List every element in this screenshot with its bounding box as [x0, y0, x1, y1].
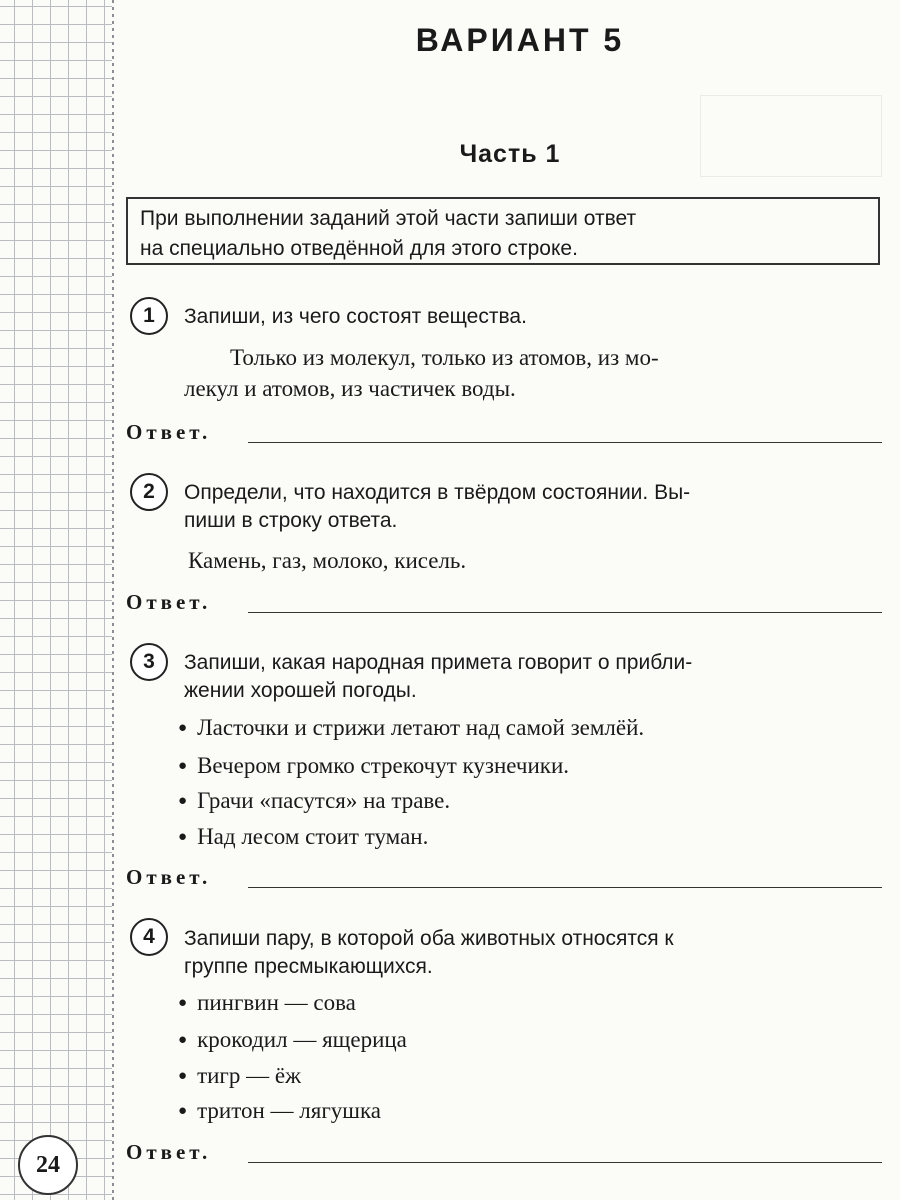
question-1-content-line-2: лекул и атомов, из частичек воды. — [184, 376, 516, 401]
page-number: 24 — [18, 1135, 78, 1195]
instruction-line-2: на специально отведённой для этого строке. — [140, 237, 578, 260]
question-3-option: ● Вечером громко стрекочут кузнечики. — [178, 753, 570, 778]
answer-field-4[interactable] — [248, 1162, 882, 1163]
question-number-3: 3 — [130, 643, 168, 681]
bullet-icon: ● — [178, 793, 188, 809]
question-3-option: ● Ласточки и стрижи летают над самой землёй. — [178, 715, 645, 740]
bullet-icon: ● — [178, 829, 188, 845]
question-2-prompt-line-2: пиши в строку ответа. — [184, 509, 398, 532]
show-through-shadow — [700, 95, 882, 177]
question-4-option: ● пингвин — сова — [178, 990, 356, 1015]
question-1-content-line-1: Только из молекул, только из атомов, из мо- — [230, 345, 659, 370]
grid-margin — [0, 0, 112, 1200]
bullet-icon: ● — [178, 758, 188, 774]
question-3-option: ● Над лесом стоит туман. — [178, 824, 429, 849]
question-3-option: ● Грачи «пасутся» на траве. — [178, 788, 451, 813]
part-title: Часть 1 — [459, 140, 561, 168]
question-4-option: ● тритон — лягушка — [178, 1098, 381, 1123]
bullet-icon: ● — [178, 720, 188, 736]
answer-label-4: Ответ. — [126, 1140, 212, 1164]
answer-label-3: Ответ. — [126, 865, 212, 889]
question-2-content: Камень, газ, молоко, кисель. — [188, 548, 467, 573]
question-3-prompt-line-1: Запиши, какая народная примета говорит о прибли- — [184, 651, 693, 674]
question-4-prompt-line-1: Запиши пару, в которой оба животных относятся к — [184, 927, 674, 950]
answer-field-2[interactable] — [248, 612, 882, 613]
question-number-1: 1 — [130, 297, 168, 335]
bullet-icon: ● — [178, 1103, 188, 1119]
question-1-prompt: Запиши, из чего состоят вещества. — [184, 305, 527, 328]
answer-field-1[interactable] — [248, 442, 882, 443]
question-2-prompt-line-1: Определи, что находится в твёрдом состоянии. Вы- — [184, 481, 691, 504]
instruction-line-1: При выполнении заданий этой части запиши ответ — [140, 207, 637, 230]
bullet-icon: ● — [178, 1068, 188, 1084]
variant-title: ВАРИАНТ 5 — [415, 22, 625, 58]
perforation-line — [112, 0, 114, 1200]
answer-label-1: Ответ. — [126, 420, 212, 444]
bullet-icon: ● — [178, 995, 188, 1011]
instruction-box — [126, 197, 880, 265]
answer-label-2: Ответ. — [126, 590, 212, 614]
question-4-option: ● тигр — ёж — [178, 1063, 301, 1088]
question-4-option: ● крокодил — ящерица — [178, 1027, 407, 1052]
question-4-prompt-line-2: группе пресмыкающихся. — [184, 955, 433, 978]
bullet-icon: ● — [178, 1032, 188, 1048]
answer-field-3[interactable] — [248, 887, 882, 888]
question-number-4: 4 — [130, 918, 168, 956]
question-number-2: 2 — [130, 473, 168, 511]
question-3-prompt-line-2: жении хорошей погоды. — [184, 679, 417, 702]
